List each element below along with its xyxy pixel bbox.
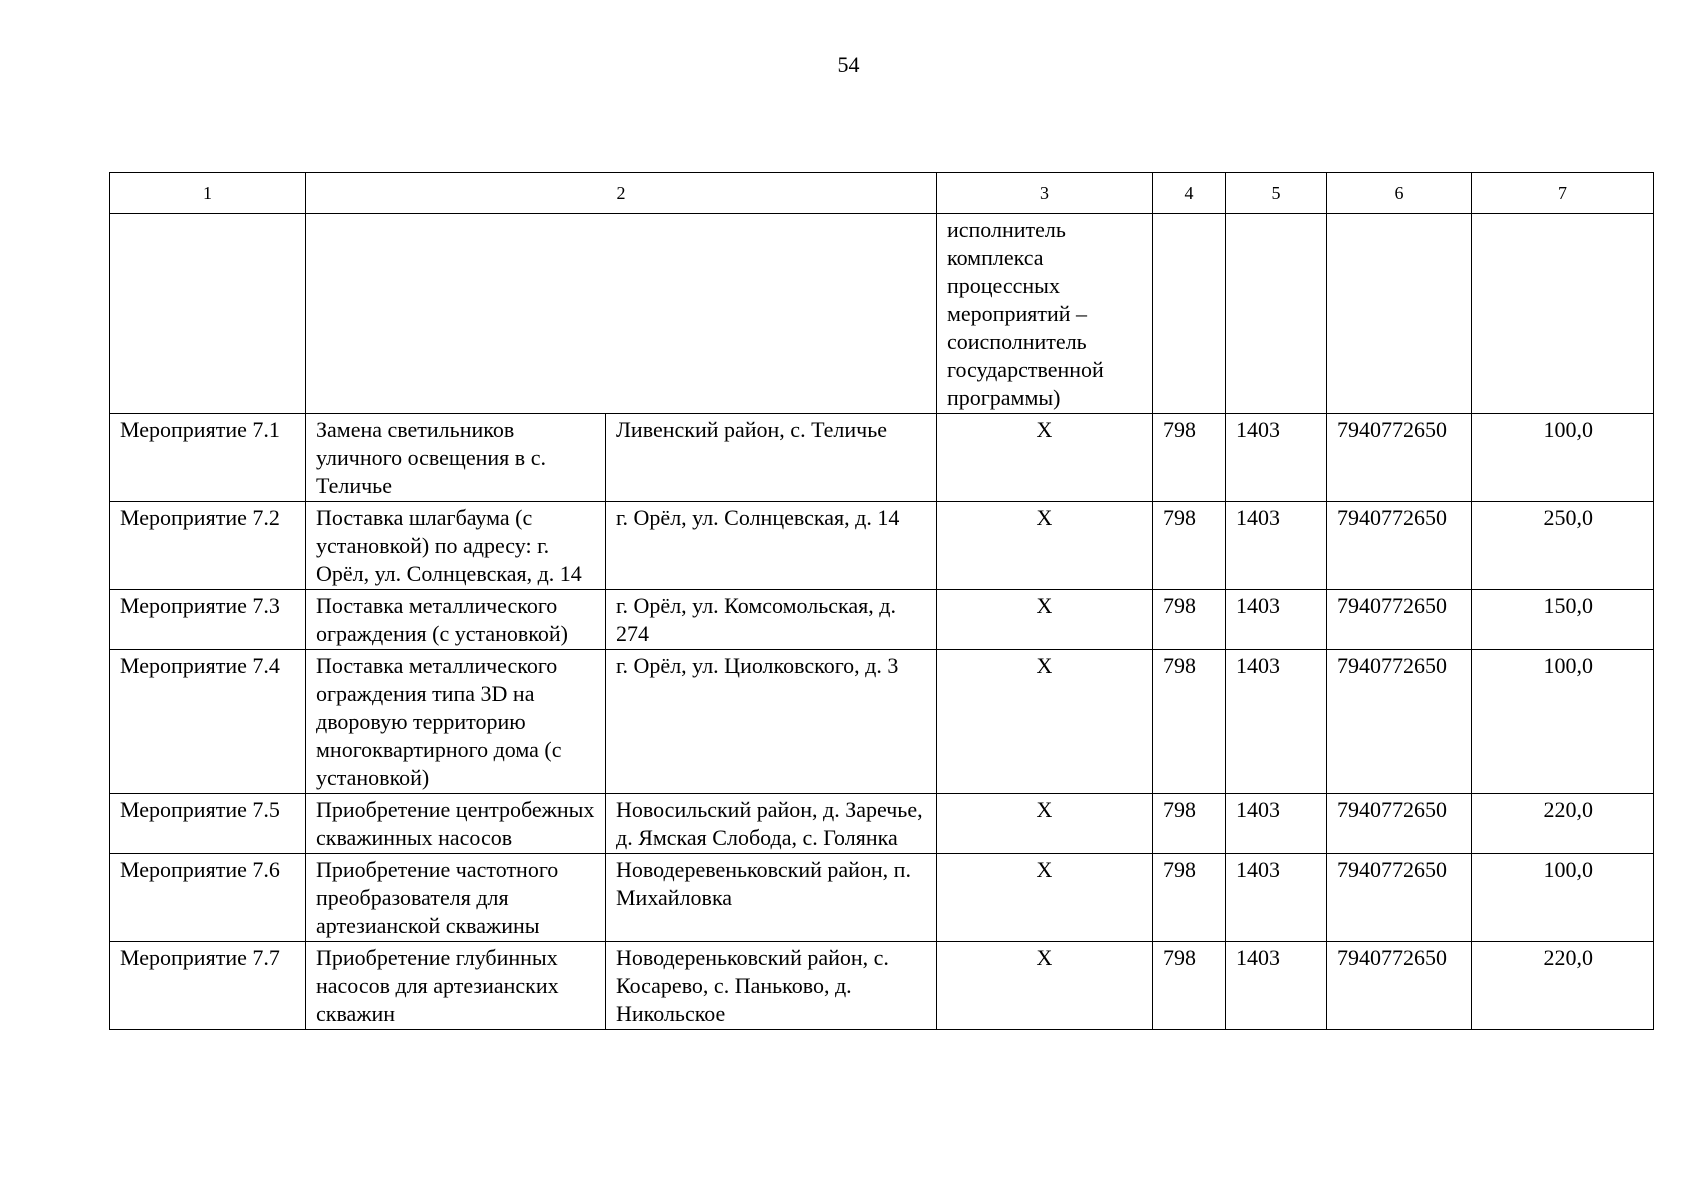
header-col-3: 3	[937, 173, 1153, 214]
gov-code: 798	[1153, 414, 1226, 502]
table-row	[110, 590, 1654, 650]
measure-code: Мероприятие 7.1	[110, 414, 306, 502]
measure-code: Мероприятие 7.6	[110, 854, 306, 942]
header-col-7: 7	[1472, 173, 1654, 214]
measure-address: г. Орёл, ул. Циолковского, д. 3	[606, 650, 937, 794]
measure-address: Новосильский район, д. Заречье, д. Ямская Слобода, с. Голянка	[606, 794, 937, 854]
section-code: 1403	[1226, 942, 1327, 1030]
executor-mark: X	[937, 854, 1153, 942]
header-col-4: 4	[1153, 173, 1226, 214]
measure-code: Мероприятие 7.4	[110, 650, 306, 794]
measure-code: Мероприятие 7.3	[110, 590, 306, 650]
table-row	[110, 650, 1654, 794]
gov-code: 798	[1153, 502, 1226, 590]
section-code: 1403	[1226, 590, 1327, 650]
table-row	[110, 794, 1654, 854]
amount: 150,0	[1472, 590, 1654, 650]
measure-name: Поставка шлагбаума (с установкой) по адресу: г. Орёл, ул. Солнцевская, д. 14	[306, 502, 606, 590]
header-col-6: 6	[1327, 173, 1472, 214]
header-col-5: 5	[1226, 173, 1327, 214]
section-code: 1403	[1226, 502, 1327, 590]
gov-code: 798	[1153, 590, 1226, 650]
continuation-col-2	[306, 214, 937, 414]
measure-name: Поставка металлического ограждения (с установкой)	[306, 590, 606, 650]
executor-mark: X	[937, 942, 1153, 1030]
measure-address: Новодеревеньковский район, п. Михайловка	[606, 854, 937, 942]
executor-mark: X	[937, 650, 1153, 794]
table-row	[110, 942, 1654, 1030]
measure-name: Поставка металлического ограждения типа 3D на дворовую территорию многоквартирного дома (с установкой)	[306, 650, 606, 794]
table-row	[110, 854, 1654, 942]
continuation-col-6	[1327, 214, 1472, 414]
measure-name: Приобретение центробежных скважинных насосов	[306, 794, 606, 854]
gov-code: 798	[1153, 942, 1226, 1030]
section-code: 1403	[1226, 854, 1327, 942]
measure-name: Приобретение глубинных насосов для артезианских скважин	[306, 942, 606, 1030]
measure-name: Приобретение частотного преобразователя для артезианской скважины	[306, 854, 606, 942]
measure-address: Ливенский район, с. Теличье	[606, 414, 937, 502]
executor-mark: X	[937, 414, 1153, 502]
target-article: 7940772650	[1327, 854, 1472, 942]
continuation-col-3: исполнитель комплекса процессных мероприятий – соисполнитель государственной программы)	[937, 214, 1153, 414]
amount: 250,0	[1472, 502, 1654, 590]
measure-code: Мероприятие 7.7	[110, 942, 306, 1030]
gov-code: 798	[1153, 794, 1226, 854]
section-code: 1403	[1226, 414, 1327, 502]
target-article: 7940772650	[1327, 794, 1472, 854]
table-row	[110, 502, 1654, 590]
measure-address: г. Орёл, ул. Солнцевская, д. 14	[606, 502, 937, 590]
gov-code: 798	[1153, 650, 1226, 794]
header-row	[110, 173, 1654, 214]
table-row	[110, 414, 1654, 502]
target-article: 7940772650	[1327, 414, 1472, 502]
executor-mark: X	[937, 502, 1153, 590]
target-article: 7940772650	[1327, 590, 1472, 650]
measure-code: Мероприятие 7.5	[110, 794, 306, 854]
target-article: 7940772650	[1327, 502, 1472, 590]
target-article: 7940772650	[1327, 650, 1472, 794]
executor-mark: X	[937, 794, 1153, 854]
section-code: 1403	[1226, 794, 1327, 854]
header-col-1: 1	[110, 173, 306, 214]
continuation-row	[110, 214, 1654, 414]
page-number: 54	[837, 52, 860, 77]
target-article: 7940772650	[1327, 942, 1472, 1030]
executor-mark: X	[937, 590, 1153, 650]
budget-table	[109, 172, 1654, 1030]
measure-address: Новодереньковский район, с. Косарево, с. Паньково, д. Никольское	[606, 942, 937, 1030]
measure-address: г. Орёл, ул. Комсомольская, д. 274	[606, 590, 937, 650]
gov-code: 798	[1153, 854, 1226, 942]
amount: 100,0	[1472, 650, 1654, 794]
continuation-col-7	[1472, 214, 1654, 414]
continuation-col-4	[1153, 214, 1226, 414]
amount: 100,0	[1472, 414, 1654, 502]
measure-name: Замена светильников уличного освещения в с. Теличье	[306, 414, 606, 502]
section-code: 1403	[1226, 650, 1327, 794]
header-col-2: 2	[306, 173, 937, 214]
amount: 220,0	[1472, 942, 1654, 1030]
measure-code: Мероприятие 7.2	[110, 502, 306, 590]
amount: 220,0	[1472, 794, 1654, 854]
continuation-col-5	[1226, 214, 1327, 414]
continuation-col-1	[110, 214, 306, 414]
amount: 100,0	[1472, 854, 1654, 942]
